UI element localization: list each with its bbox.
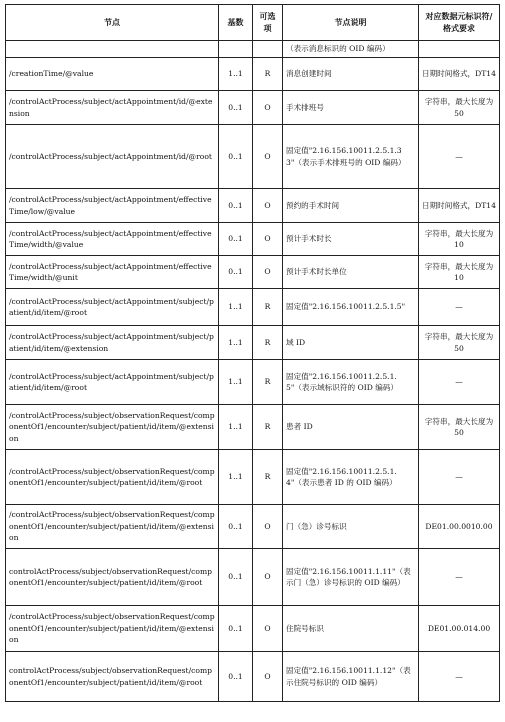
table-row (6, 289, 500, 326)
node-path-cell: controlActProcess/subject/observationRequest/componentOf1/encounter/subject/patient/id/item/@root (6, 549, 219, 606)
cardinality-cell: 0..1 (219, 256, 253, 289)
cardinality-cell: 1..1 (219, 326, 253, 360)
cardinality-cell: 1..1 (219, 405, 253, 450)
description-cell: 门（急）诊号标识 (283, 505, 419, 549)
optional-cell (253, 41, 283, 58)
node-path-cell: /controlActProcess/subject/actAppointment/subject/patient/id/item/@root (6, 289, 219, 326)
table-row (6, 41, 500, 58)
description-cell: 固定值"2.16.156.10011.2.5.1.5"（表示域标识符的 OID 编码） (283, 360, 419, 405)
header-cardinality: 基数 (219, 5, 253, 41)
node-path-cell: /controlActProcess/subject/actAppointment/effectiveTime/width/@value (6, 223, 219, 256)
node-path-cell: /controlActProcess/subject/actAppointment/subject/patient/id/item/@root (6, 360, 219, 405)
description-cell: 域 ID (283, 326, 419, 360)
table-row (6, 223, 500, 256)
table-row (6, 256, 500, 289)
format-cell: 字符串，最大长度为 50 (419, 91, 500, 125)
cardinality-cell: 0..1 (219, 125, 253, 189)
format-cell: — (419, 289, 500, 326)
optional-cell: O (253, 549, 283, 606)
optional-cell: O (253, 256, 283, 289)
optional-cell: O (253, 652, 283, 702)
optional-cell: R (253, 450, 283, 505)
description-cell: 消息创建时间 (283, 58, 419, 91)
node-path-cell: /controlActProcess/subject/actAppointment/subject/patient/id/item/@extension (6, 326, 219, 360)
description-cell: 预约的手术时间 (283, 189, 419, 223)
spec-table (5, 4, 500, 702)
node-path-cell: /controlActProcess/subject/observationRequest/componentOf1/encounter/subject/patient/id/item/@extension (6, 606, 219, 652)
optional-cell: O (253, 91, 283, 125)
optional-cell: R (253, 58, 283, 91)
optional-cell: O (253, 606, 283, 652)
format-cell: 字符串，最大长度为 50 (419, 326, 500, 360)
format-cell: — (419, 125, 500, 189)
header-format: 对应数据元标识符/格式要求 (419, 5, 500, 41)
description-cell: 固定值"2.16.156.10011.2.5.1.4"（表示患者 ID 的 OID 编码） (283, 450, 419, 505)
header-optional: 可选项 (253, 5, 283, 41)
node-path-cell: /controlActProcess/subject/actAppointment/effectiveTime/low/@value (6, 189, 219, 223)
table-row (6, 189, 500, 223)
node-path-cell: /creationTime/@value (6, 58, 219, 91)
optional-cell: R (253, 326, 283, 360)
description-cell: 预计手术时长单位 (283, 256, 419, 289)
cardinality-cell: 0..1 (219, 189, 253, 223)
table-row (6, 360, 500, 405)
node-path-cell: /controlActProcess/subject/actAppointment/id/@root (6, 125, 219, 189)
cardinality-cell: 1..1 (219, 450, 253, 505)
cardinality-cell: 1..1 (219, 360, 253, 405)
cardinality-cell: 1..1 (219, 289, 253, 326)
node-path-cell: /controlActProcess/subject/actAppointment/effectiveTime/width/@unit (6, 256, 219, 289)
cardinality-cell: 1..1 (219, 58, 253, 91)
description-cell: 预计手术时长 (283, 223, 419, 256)
description-cell: 固定值"2.16.156.10011.2.5.1.33"（表示手术排班号的 OID 编码） (283, 125, 419, 189)
cardinality-cell: 0..1 (219, 91, 253, 125)
description-cell: 固定值"2.16.156.10011.2.5.1.5" (283, 289, 419, 326)
table-row (6, 326, 500, 360)
format-cell: 日期时间格式，DT14 (419, 189, 500, 223)
format-cell: 字符串，最大长度为 10 (419, 223, 500, 256)
format-cell: DE01.00.0010.00 (419, 505, 500, 549)
description-cell: 手术排班号 (283, 91, 419, 125)
optional-cell: O (253, 125, 283, 189)
table-row (6, 58, 500, 91)
format-cell: — (419, 549, 500, 606)
node-path-cell: /controlActProcess/subject/actAppointment/id/@extension (6, 91, 219, 125)
format-cell: 日期时间格式，DT14 (419, 58, 500, 91)
format-cell: — (419, 450, 500, 505)
cardinality-cell: 0..1 (219, 652, 253, 702)
cardinality-cell (219, 41, 253, 58)
header-node: 节点 (6, 5, 219, 41)
header-description: 节点说明 (283, 5, 419, 41)
node-path-cell: /controlActProcess/subject/observationRequest/componentOf1/encounter/subject/patient/id/item/@extension (6, 405, 219, 450)
format-cell: — (419, 652, 500, 702)
optional-cell: R (253, 360, 283, 405)
table-row (6, 125, 500, 189)
format-cell (419, 41, 500, 58)
format-cell: — (419, 360, 500, 405)
optional-cell: R (253, 289, 283, 326)
optional-cell: O (253, 505, 283, 549)
node-path-cell: /controlActProcess/subject/observationRequest/componentOf1/encounter/subject/patient/id/item/@extension (6, 505, 219, 549)
description-cell: 患者 ID (283, 405, 419, 450)
table-row (6, 549, 500, 606)
table-row (6, 652, 500, 702)
node-path-cell: controlActProcess/subject/observationRequest/componentOf1/encounter/subject/patient/id/item/@root (6, 652, 219, 702)
node-path-cell: /controlActProcess/subject/observationRequest/componentOf1/encounter/subject/patient/id/item/@root (6, 450, 219, 505)
optional-cell: O (253, 189, 283, 223)
format-cell: 字符串，最大长度为 50 (419, 405, 500, 450)
format-cell: DE01.00.014.00 (419, 606, 500, 652)
cardinality-cell: 0..1 (219, 606, 253, 652)
format-cell: 字符串，最大长度为 10 (419, 256, 500, 289)
table-row (6, 505, 500, 549)
cardinality-cell: 0..1 (219, 223, 253, 256)
table-body (6, 41, 500, 702)
description-cell: 固定值"2.16.156.10011.1.11"（表示门（急）诊号标识的 OID 编码） (283, 549, 419, 606)
description-cell: （表示消息标识的 OID 编码） (283, 41, 419, 58)
cardinality-cell: 0..1 (219, 549, 253, 606)
optional-cell: R (253, 405, 283, 450)
table-row (6, 405, 500, 450)
cardinality-cell: 0..1 (219, 505, 253, 549)
description-cell: 固定值"2.16.156.10011.1.12"（表示住院号标识的 OID 编码） (283, 652, 419, 702)
optional-cell: O (253, 223, 283, 256)
table-header (6, 5, 500, 41)
table-row (6, 450, 500, 505)
description-cell: 住院号标识 (283, 606, 419, 652)
table-row (6, 91, 500, 125)
node-path-cell (6, 41, 219, 58)
table-row (6, 606, 500, 652)
